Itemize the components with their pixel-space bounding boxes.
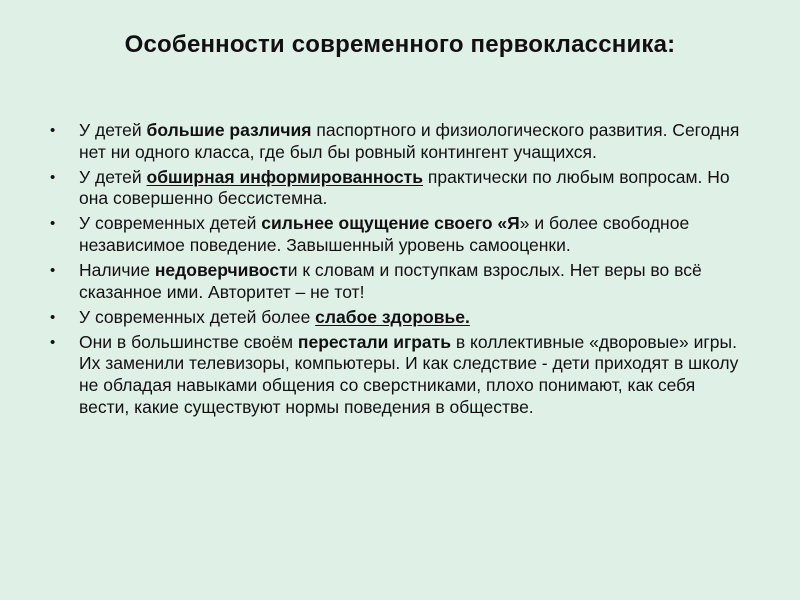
bullet-text bbox=[79, 332, 738, 417]
bullet-plain-text: практически по любым вопросам. Но она совершенно бессистемна. bbox=[79, 166, 730, 209]
bullet-item bbox=[50, 120, 750, 163]
slide-title: Особенности современного первоклассника: bbox=[124, 31, 676, 58]
bullet-plain-text: Они в большинстве своём bbox=[79, 331, 298, 352]
bullet-bold-underlined-text: слабое здоровье. bbox=[315, 306, 470, 327]
bullet-dot-icon: • bbox=[50, 215, 56, 233]
bullet-bold-text: сильнее ощущение своего «Я bbox=[261, 213, 520, 234]
bullet-text bbox=[79, 213, 689, 255]
bullet-dot-icon: • bbox=[50, 168, 56, 186]
bullet-dot-icon: • bbox=[50, 262, 56, 280]
bullet-plain-text: паспортного и физиологического развития. Сегодня нет ни одного класса, где был бы ровный контингент учащихся. bbox=[79, 120, 740, 162]
bullet-plain-text: У современных детей bbox=[79, 213, 262, 234]
bullet-text bbox=[79, 120, 739, 162]
bullet-text bbox=[79, 260, 702, 302]
bullet-plain-text: в коллективные «дворовые» игры. Их заменили телевизоры, компьютеры. И как следствие - дети приходят в школу не обладая навыками общения со сверстниками, плохо понимают, как себя вести, какие существуют нормы поведения в обществе. bbox=[79, 331, 739, 417]
bullet-item bbox=[50, 167, 750, 210]
bullet-bold-underlined-text: обширная информированность bbox=[146, 166, 424, 187]
bullet-dot-icon: • bbox=[50, 122, 56, 139]
bullet-bold-text: перестали играть bbox=[297, 331, 451, 352]
bullet-bold-text: недоверчивост bbox=[154, 260, 288, 281]
bullet-text bbox=[79, 307, 470, 327]
bullet-dot-icon: • bbox=[50, 308, 56, 326]
bullet-plain-text: У детей bbox=[79, 166, 147, 187]
bullet-item bbox=[50, 307, 750, 329]
bullet-plain-text: » и более свободное независимое поведение. Завышенный уровень самооценки. bbox=[79, 213, 690, 255]
bullet-text bbox=[79, 167, 730, 209]
bullet-list bbox=[50, 120, 750, 422]
bullet-item bbox=[50, 260, 750, 303]
bullet-plain-text: У детей bbox=[79, 120, 147, 140]
bullet-item bbox=[50, 332, 750, 418]
bullet-item bbox=[50, 213, 750, 256]
bullet-plain-text: и к словам и поступкам взрослых. Нет веры во всё сказанное ими. Авторитет – не тот! bbox=[79, 260, 702, 302]
bullet-plain-text: У современных детей более bbox=[79, 306, 316, 327]
bullet-dot-icon: • bbox=[50, 333, 56, 351]
bullet-bold-text: большие различия bbox=[146, 120, 312, 140]
bullet-plain-text: Наличие bbox=[79, 260, 155, 281]
